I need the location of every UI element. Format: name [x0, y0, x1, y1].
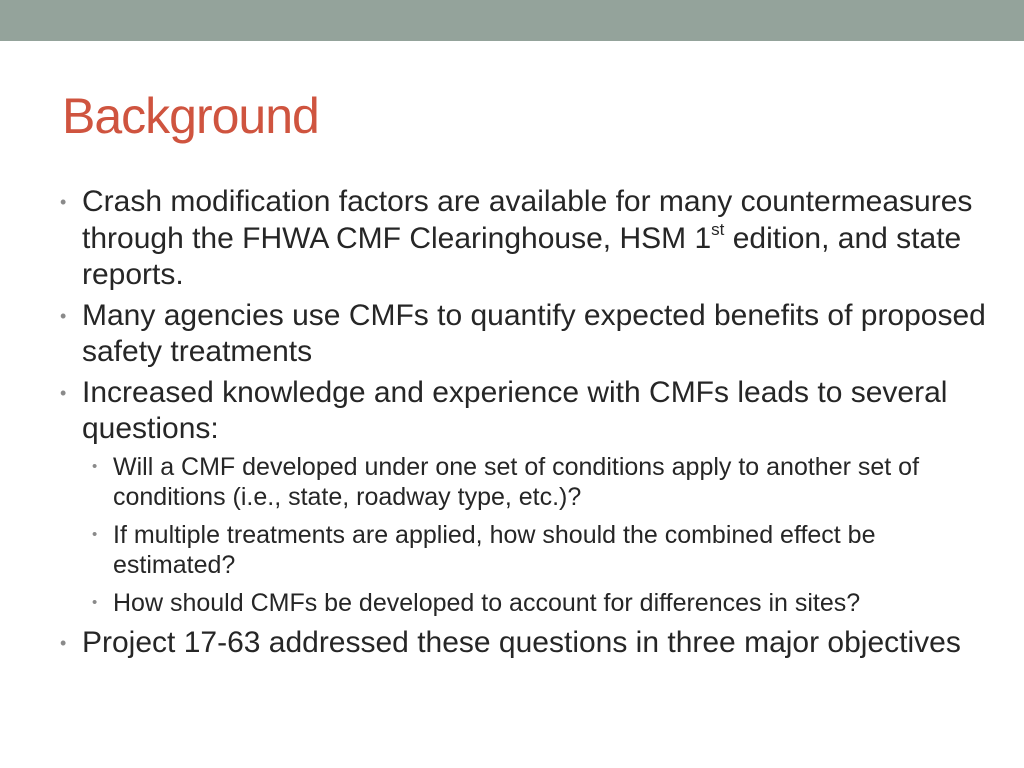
sub-bullet-item-2: [60, 520, 1000, 581]
sub-bullet-item-1: [60, 452, 1000, 513]
slide-content: [60, 184, 1000, 666]
sub-bullet-dot-icon: •: [92, 457, 98, 475]
sub-bullet-item-3: [60, 588, 1000, 619]
sub-bullet-dot-icon: •: [92, 525, 98, 543]
sub-bullet-text: Will a CMF developed under one set of conditions apply to another set of conditions (i.e., state, roadway type, etc.)?: [113, 452, 920, 511]
bullet-dot-icon: •: [60, 192, 67, 212]
top-accent-bar: [0, 0, 1024, 41]
bullet-item-1: [60, 184, 1000, 294]
sub-bullet-text: How should CMFs be developed to account for differences in sites?: [113, 588, 861, 617]
bullet-text-continued: edition, and state reports.: [82, 221, 962, 291]
bullet-item-3: [60, 375, 1000, 619]
bullet-text: Project 17-63 addressed these questions in three major objectives: [82, 626, 961, 659]
superscript: st: [711, 219, 725, 239]
bullet-item-4: [60, 625, 1000, 662]
bullet-dot-icon: •: [60, 305, 67, 326]
bullet-text: Crash modification factors are available for many countermeasures through the FHWA CMF Clearinghouse, HSM 1: [82, 185, 973, 255]
bullet-dot-icon: •: [60, 382, 67, 403]
bullet-dot-icon: •: [60, 633, 67, 653]
sub-bullet-list: [60, 452, 1000, 619]
sub-bullet-dot-icon: •: [92, 593, 98, 611]
slide-title: Background: [62, 88, 319, 144]
bullet-text: Many agencies use CMFs to quantify expected benefits of proposed safety treatments: [82, 298, 986, 368]
bullet-item-2: [60, 298, 1000, 371]
sub-bullet-text: If multiple treatments are applied, how should the combined effect be estimated?: [113, 520, 876, 579]
bullet-list: [60, 184, 1000, 662]
bullet-text: Increased knowledge and experience with CMFs leads to several questions:: [82, 375, 948, 445]
sub-bullet-wrapper: [60, 452, 1000, 619]
